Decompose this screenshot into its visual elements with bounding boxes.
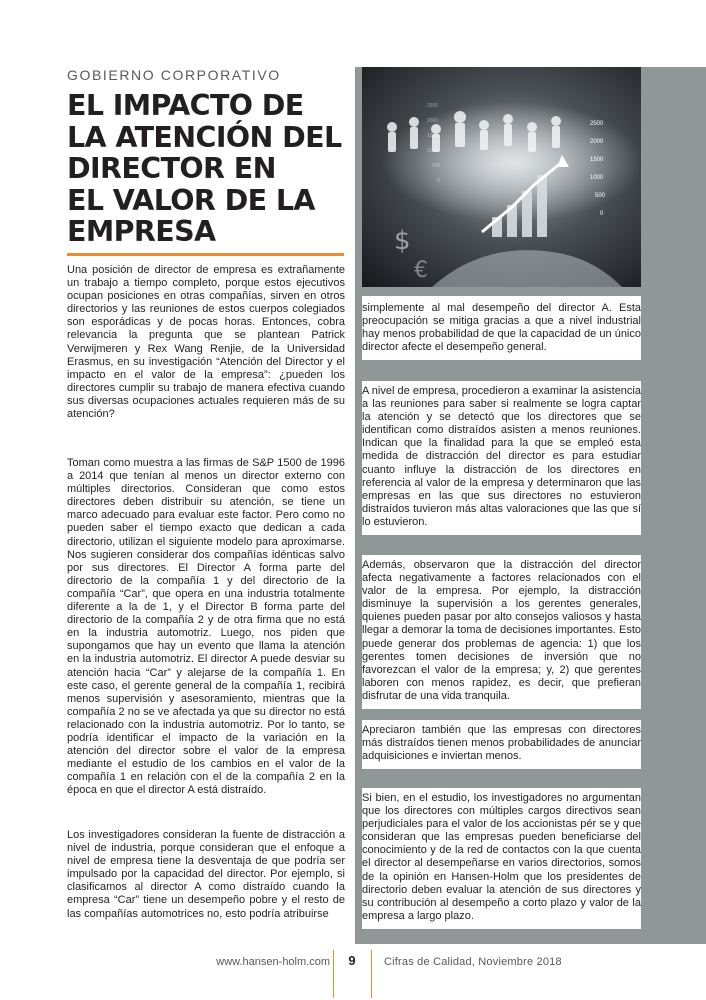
left-paragraph-1: Una posición de director de empresa es extrañamente un trabajo a tiempo completo, porque estos ejecutivos ocupan posiciones en otras compañías, sirven en otros directorios y las reuniones de estos cuerpos colegiados son esporádicas y de pocas horas. Entonces, cobra relevancia la pregunta que se plantean Patrick Verwijmeren y Rex Wang Renjie, de la Universidad Erasmus, en su investigación “Atención del Director y el impacto en el valor de la empresa”: ¿pueden los directores cumplir su trabajo de manera efectiva cuando sus diversas ocupaciones actuales requieren más de su atención? <box>67 264 345 421</box>
chart-tick: 0 <box>600 211 604 217</box>
chart-tick-faint: 1000 <box>427 148 439 154</box>
chart-tick-faint: 500 <box>432 163 441 169</box>
section-label: GOBIERNO CORPORATIVO <box>67 67 281 83</box>
right-block-2 <box>362 381 641 535</box>
left-paragraph-3: Los investigadores consideran la fuente de distracción a nivel de industria, porque consideran que el enfoque a nivel de empresa tiene la desventaja de que podría ser impulsado por la capacidad del director. Por ejemplo, si clasificamos al director A como distraído cuando la empresa “Car” tiene un desempeño pobre y el resto de las compañías automotrices no, esto podría atribuirse <box>67 829 345 920</box>
article-title <box>67 90 357 248</box>
chart-tick: 500 <box>595 193 606 199</box>
chart-tick: 1000 <box>590 175 604 181</box>
chart-tick-faint: 2500 <box>427 103 439 109</box>
right-paragraph-3: Además, observaron que la distracción del director afecta negativamente a factores relacionados con el valor de la empresa. Por ejemplo, la distracción disminuye la supervisión a los gerentes generales, quienes pueden pasar por alto consejos valiosos y hasta llegar a demorar la toma de decisiones importantes. Esto puede generar dos problemas de agencia: 1) que los gerentes tomen decisiones de inversión que no favorezcan el valor de la empresa; y, 2) que gerentes laboren con menos rapidez, es decir, que prefieran disfrutar de una vida tranquila. <box>362 559 641 702</box>
footer-divider-left <box>333 950 334 998</box>
title-line: EMPRESA <box>67 215 216 248</box>
title-underline <box>67 253 344 256</box>
chart-tick: 2000 <box>590 139 604 145</box>
right-block-5 <box>362 788 641 929</box>
chart-tick-faint: 2000 <box>427 118 439 124</box>
right-block-4 <box>362 720 641 769</box>
right-paragraph-1: simplemente al mal desempeño del director A. Esta preocupación se mitiga gracias a que a nivel industrial hay menos probabilidad de que la capacidad de un único director afecte el desempeño general. <box>362 302 641 354</box>
title-line: EL IMPACTO DE <box>67 89 304 122</box>
footer-issue: Cifras de Calidad, Noviembre 2018 <box>384 956 562 968</box>
chart-tick: 2500 <box>590 121 604 127</box>
left-paragraph-2: Toman como muestra a las firmas de S&P 1500 de 1996 a 2014 que tenían al menos un director externo con múltiples directorios. Consideran que como estos directores deben distribuir su atención, se tiene un marco adecuado para evaluar este factor. Pero como no pueden saber el tiempo exacto que dedican a cada directorio, utilizan el siguiente modelo para aproximarse. Nos sugieren considerar dos compañías idénticas salvo por sus directores. El Director A forma parte del directorio de la compañía 1 y del directorio de la compañía “Car”, que opera en una industria totalmente diferente a la de 1, y el Director B forma parte del directorio de la compañía 2 y de otra firma que no está en la industria automotriz. Luego, nos piden que supongamos que hay un evento que llama la atención en la industria automotriz. El director A puede desviar su atención hacia “Car” y alejarse de la compañía 1. En este caso, el gerente general de la compañía 1, recibirá menos supervisión y asesoramiento, mientras que la compañía 2 no se ve afectada ya que su director no está relacionado con la industria automotriz. Por lo tanto, se podría identificar el impacto de la variación en la atención del director sobre el valor de la empresa mediante el estudio de los cambios en el valor de la compañía 1 en relación con el de la compañía 2 en la época en que el director A está distraído. <box>67 457 345 797</box>
right-paragraph-5: Si bien, en el estudio, los investigadores no argumentan que los directores con múltiples cargos directivos sean perjudiciales para el valor de los accionistas pér se y que consideran que las empresas pueden beneficiarse del conocimiento y de la red de contactos con la que cuenta el director al desempeñarse en varios directorios, somos de la opinión en Hansen-Holm que los presidentes de directorio deben evaluar la atención de sus directores y su contribución al desempeño a corto plazo y valor de la empresa a largo plazo. <box>362 792 641 922</box>
svg-text:$: $ <box>394 226 411 256</box>
footer-url[interactable]: www.hansen-holm.com <box>216 956 330 968</box>
chart-tick-faint: 0 <box>437 178 440 184</box>
chart-tick: 1500 <box>590 157 604 163</box>
chart-tick-faint: 1500 <box>427 133 439 139</box>
svg-text:€: € <box>414 258 428 283</box>
title-line: EL VALOR DE LA <box>67 183 315 217</box>
right-block-1 <box>362 296 641 360</box>
title-line: LA ATENCIÓN DEL <box>67 120 342 154</box>
title-line: DIRECTOR EN <box>67 152 276 185</box>
hero-image <box>362 67 641 287</box>
right-block-3 <box>362 555 641 709</box>
business-illustration <box>362 67 641 287</box>
footer-divider-right <box>371 950 372 998</box>
page-number: 9 <box>348 953 356 968</box>
right-paragraph-2: A nivel de empresa, procedieron a examinar la asistencia a las reuniones para saber si realmente se logra captar la atención y se detectó que los directores que se identifican como distraídos asisten a menos reuniones. Indican que la finalidad para la que se empleó esta medida de distracción del director es para estudiar cuanto influye la distracción de los directores en referencia al valor de la empresa y determinaron que las empresas en las que sus directores no estuvieron distraídos tuvieron más altas valoraciones que las que sí lo estuvieron. <box>362 385 641 528</box>
right-paragraph-4: Apreciaron también que las empresas con directores más distraídos tienen menos probabilidades de anunciar adquisiciones e inviertan menos. <box>362 724 641 763</box>
